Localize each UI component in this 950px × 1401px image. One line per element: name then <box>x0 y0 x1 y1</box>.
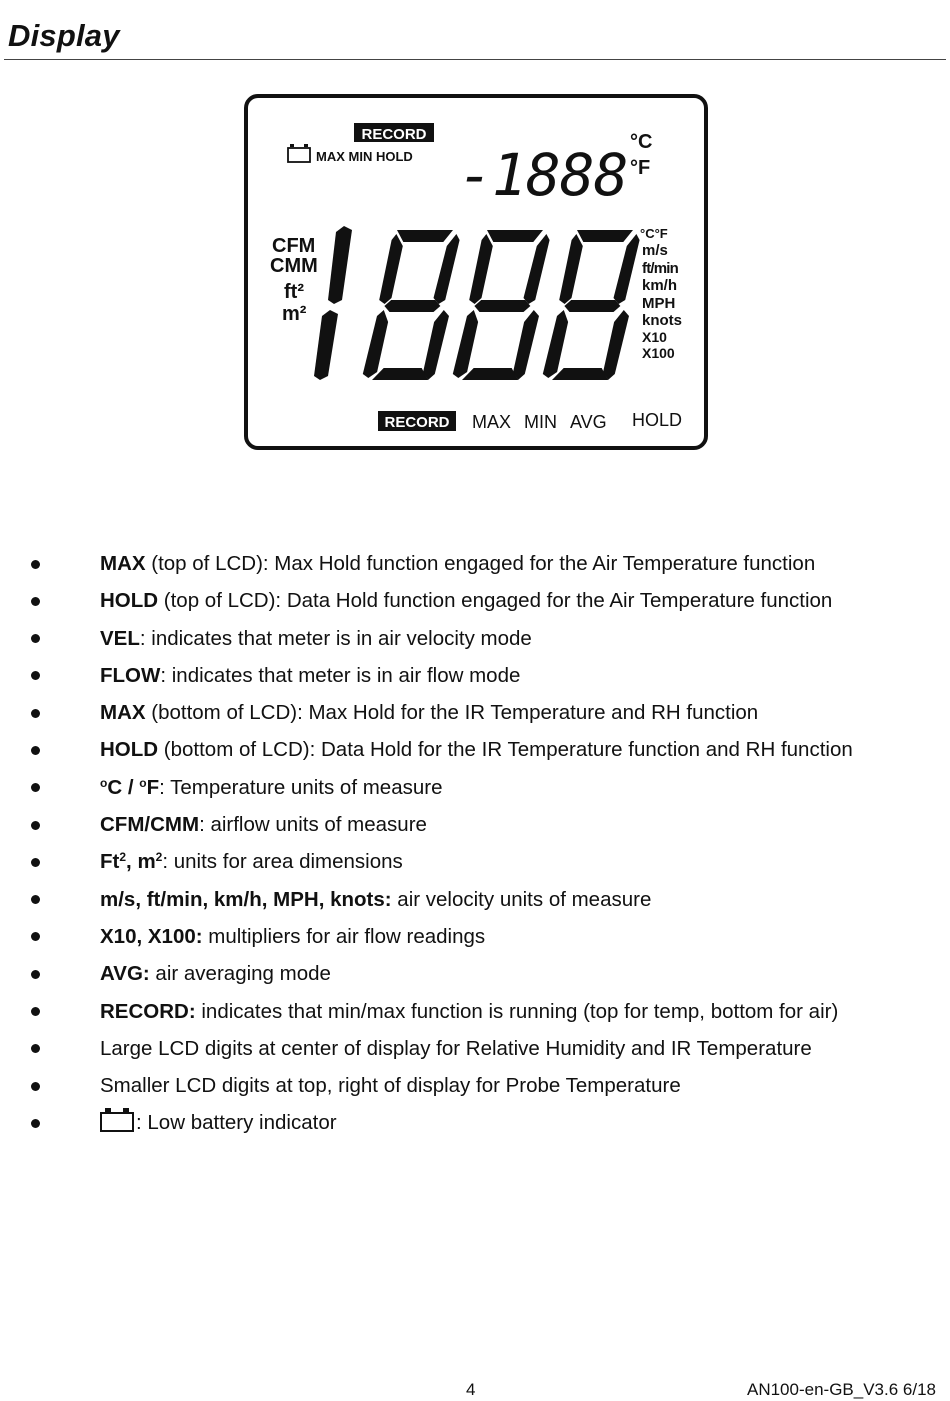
min-bottom-label: MIN <box>524 412 557 432</box>
list-item <box>0 955 950 992</box>
bullet-term: m/s, ft/min, km/h, MPH, knots: <box>100 887 392 911</box>
bullet-dot <box>31 1082 40 1091</box>
bullet-text: (bottom of LCD): Max Hold for the IR Temperature and RH function <box>145 701 759 725</box>
list-item <box>0 582 950 619</box>
max-min-hold-top-label: MAX MIN HOLD <box>316 149 413 164</box>
unit-right-0: °C°F <box>640 226 668 241</box>
list-item <box>0 1067 950 1104</box>
record-bottom-label: RECORD <box>384 414 450 431</box>
digit2-seg-a <box>397 230 453 242</box>
list-item <box>0 657 950 694</box>
list-item <box>0 1030 950 1067</box>
list-item <box>0 731 950 768</box>
cmm-label: CMM <box>270 255 318 277</box>
bullet-term: Ft$^2$, $m^2$ <box>100 850 163 874</box>
bullet-text: : indicates that meter is in air velocity mode <box>139 626 532 650</box>
bullet-term: HOLD <box>100 738 159 762</box>
page-title: Display <box>8 18 120 53</box>
m2-label: m² <box>282 303 307 325</box>
unit-right-2: ft/min <box>642 260 679 277</box>
bullet-text: multipliers for air flow readings <box>202 924 486 948</box>
digit3-seg-g <box>474 300 530 312</box>
bullet-text: : Low battery indicator <box>136 1111 337 1135</box>
unit-right-5: knots <box>642 312 683 329</box>
list-item <box>0 993 950 1030</box>
unit-right-1: m/s <box>642 242 668 259</box>
list-item <box>0 769 950 806</box>
bullet-dot <box>31 560 40 569</box>
bullet-term: MAX <box>100 552 146 575</box>
bullet-term: VEL <box>100 626 140 650</box>
bullet-dot <box>31 671 40 680</box>
small-digits-readout: -1888 <box>458 141 628 209</box>
bullet-text: (bottom of LCD): Data Hold for the IR Temperature function and RH function <box>158 738 853 762</box>
ft2-label: ft² <box>284 281 304 303</box>
cfm-label: CFM <box>272 235 316 257</box>
lcd-diagram <box>240 90 715 455</box>
digit4-seg-a <box>577 230 633 242</box>
bullet-dot <box>31 1007 40 1016</box>
bullet-text: (top of LCD): Max Hold function engaged for the Air Temperature function <box>145 552 816 575</box>
record-top-label: RECORD <box>361 126 427 143</box>
title-divider <box>4 59 946 60</box>
unit-right-4: MPH <box>642 295 676 312</box>
list-item <box>0 843 950 880</box>
max-bottom-label: MAX <box>472 412 512 432</box>
bullet-term: FLOW <box>100 663 161 687</box>
bullet-term: RECORD: <box>100 999 196 1023</box>
bullet-text: : airflow units of measure <box>199 813 427 837</box>
list-item <box>0 881 950 918</box>
list-item <box>0 620 950 657</box>
list-item <box>0 694 950 731</box>
bullet-dot <box>31 709 40 718</box>
bullet-dot <box>31 858 40 867</box>
bullet-text: : indicates that meter is in air flow mode <box>160 663 521 687</box>
bullet-dot <box>31 634 40 643</box>
unit-right-7: X100 <box>642 345 675 361</box>
page-number: 4 <box>466 1380 476 1399</box>
unit-fahrenheit-top: °F <box>630 157 651 179</box>
unit-right-6: X10 <box>642 329 667 345</box>
digit3-seg-a <box>487 230 543 242</box>
bullet-dot <box>31 1044 40 1053</box>
bullet-text: Smaller LCD digits at top, right of display for Probe Temperature <box>100 1074 681 1098</box>
bullet-dot <box>31 597 40 606</box>
list-item <box>0 918 950 955</box>
bullet-term: X10, X100: <box>100 924 203 948</box>
bullet-text: Large LCD digits at center of display for Relative Humidity and IR Temperature <box>100 1036 812 1060</box>
bullet-dot <box>31 1119 40 1128</box>
bullet-dot <box>31 970 40 979</box>
digit2-seg-g <box>384 300 440 312</box>
bullet-text: : units for area dimensions <box>162 850 403 874</box>
bullet-term: $^o$C / $^o$F <box>100 775 160 799</box>
bullet-text: air averaging mode <box>149 962 331 986</box>
unit-celsius-top: °C <box>630 131 653 153</box>
document-id: AN100-en-GB_V3.6 6/18 <box>746 1380 936 1399</box>
unit-right-3: km/h <box>642 277 678 294</box>
lcd-display-figure <box>240 90 715 455</box>
bullet-text: : Temperature units of measure <box>159 775 443 799</box>
legend-bullet-list <box>0 545 950 1142</box>
bullet-dot <box>31 821 40 830</box>
list-item <box>0 1104 950 1141</box>
bullet-term: MAX <box>100 701 146 725</box>
list-item <box>0 806 950 843</box>
avg-bottom-label: AVG <box>570 412 607 432</box>
bullet-text: air velocity units of measure <box>391 887 652 911</box>
bullet-dot <box>31 895 40 904</box>
hold-bottom-label: HOLD <box>632 410 683 430</box>
bullet-dot <box>31 932 40 941</box>
list-item <box>0 545 950 582</box>
bullet-term: AVG: <box>100 962 150 986</box>
bullet-dot <box>31 783 40 792</box>
bullet-term: HOLD <box>100 589 159 613</box>
battery-icon <box>100 1112 134 1132</box>
digit4-seg-g <box>564 300 620 312</box>
bullet-text: indicates that min/max function is running (top for temp, bottom for air) <box>195 999 839 1023</box>
bullet-text: (top of LCD): Data Hold function engaged for the Air Temperature function <box>158 589 833 613</box>
bullet-term: CFM/CMM <box>100 813 200 837</box>
bullet-dot <box>31 746 40 755</box>
